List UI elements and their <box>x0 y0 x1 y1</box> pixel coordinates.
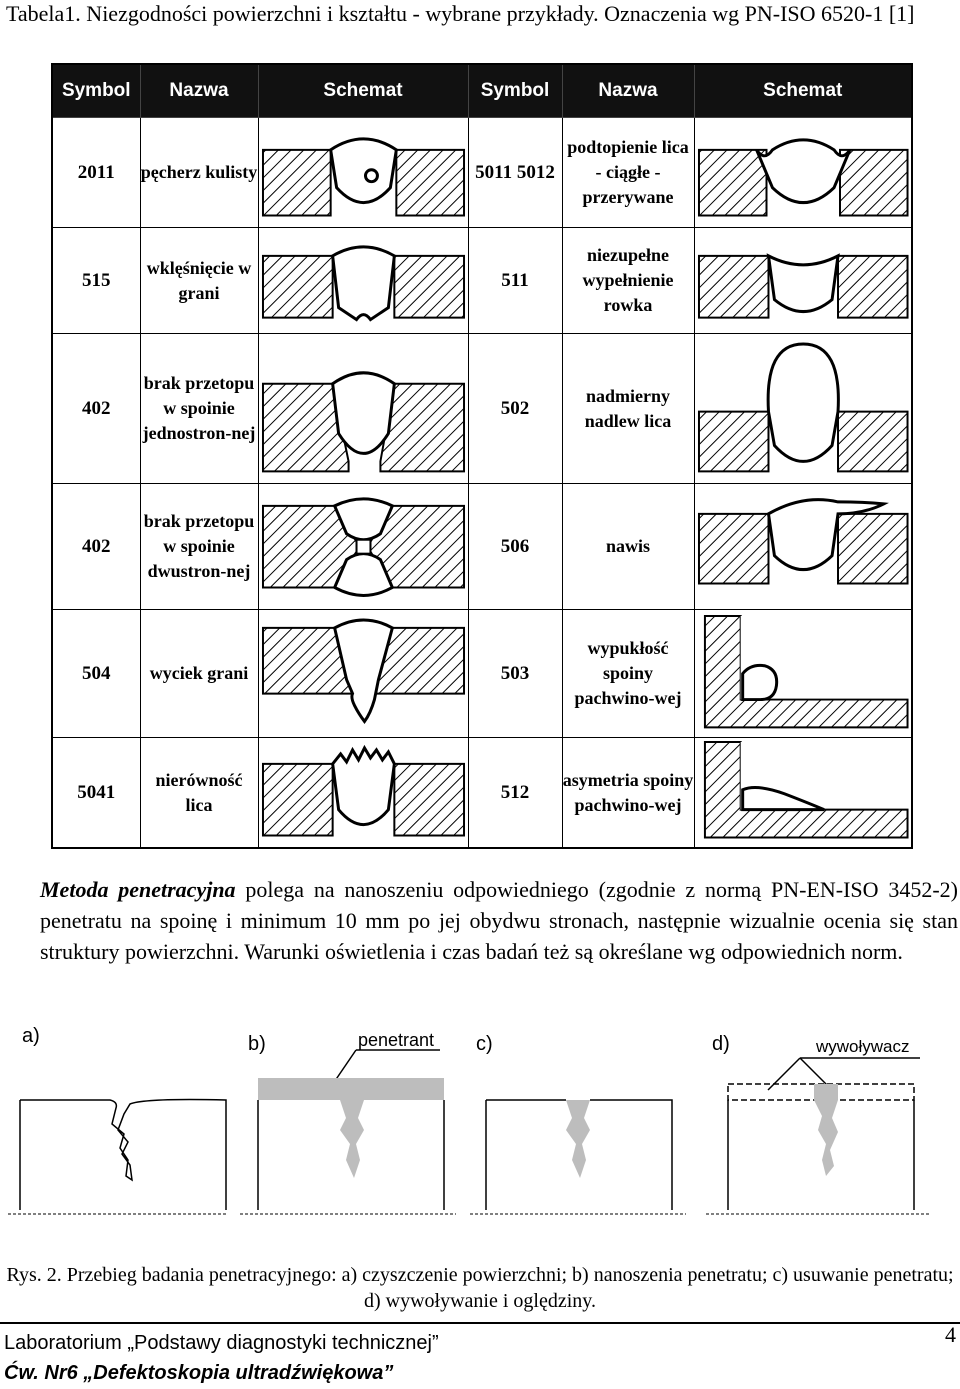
name-cell: nierówność lica <box>140 738 258 849</box>
fig-label-a: a) <box>22 1025 40 1047</box>
footer-rule <box>0 1322 960 1324</box>
header-symbol-2: Symbol <box>468 64 562 118</box>
symbol-cell: 515 <box>52 228 140 334</box>
fig-label-b: b) <box>248 1033 266 1055</box>
header-schema-1: Schemat <box>258 64 468 118</box>
name-cell: podtopienie lica - ciągłe - przerywane <box>562 118 694 228</box>
name-cell: nawis <box>562 484 694 609</box>
table-header-row <box>52 64 912 118</box>
name-cell: pęcherz kulisty <box>140 118 258 228</box>
name-cell: brak przetopu w spoinie dwustron-nej <box>140 484 258 609</box>
table-row <box>52 609 912 737</box>
table-row <box>52 738 912 849</box>
header-symbol-1: Symbol <box>52 64 140 118</box>
schema-overlap <box>694 484 912 609</box>
symbol-cell: 512 <box>468 738 562 849</box>
footer-lab-name: Laboratorium „Podstawy diagnostyki technicznej” <box>4 1332 439 1354</box>
schema-lack-penetration-single <box>258 333 468 483</box>
name-cell: nadmierny nadlew lica <box>562 333 694 483</box>
name-cell: wyciek grani <box>140 609 258 737</box>
name-cell: wypukłość spoiny pachwino-wej <box>562 609 694 737</box>
symbol-cell: 506 <box>468 484 562 609</box>
symbol-cell: 5041 <box>52 738 140 849</box>
header-name-1: Nazwa <box>140 64 258 118</box>
symbol-cell: 502 <box>468 333 562 483</box>
table-row <box>52 228 912 334</box>
symbol-cell: 5011 5012 <box>468 118 562 228</box>
schema-root-concavity <box>258 228 468 334</box>
fig-label-c: c) <box>476 1033 493 1055</box>
table-row <box>52 333 912 483</box>
symbol-cell: 511 <box>468 228 562 334</box>
fig-label-d: d) <box>712 1033 730 1055</box>
panel-a-cleaning <box>8 1100 226 1215</box>
developer-label: wywoływacz <box>816 1037 910 1056</box>
symbol-cell: 402 <box>52 333 140 483</box>
panel-c-removal <box>470 1100 686 1214</box>
name-cell: niezupełne wypełnienie rowka <box>562 228 694 334</box>
figure-caption: Rys. 2. Przebieg badania penetracyjnego: a) czyszczenie powierzchni; b) nanoszenia penetratu; c) usuwanie penetratu; d) wywoływanie i oględziny. <box>6 1264 954 1312</box>
footer-exercise-name: Ćw. Nr6 „Defektoskopia ultradźwiękowa” <box>4 1362 394 1384</box>
schema-fillet-convexity <box>694 609 912 737</box>
paragraph-text: polega na nanoszeniu odpowiedniego (zgodnie z normą PN-EN-ISO 3452-2) penetratu na spoinę i minimum 10 mm po jej obydwu stronach, następnie wizualnie ocenia się stan struktury powierzchni. Warunki oświetlenia i czas badań też są określane wg odpowiednich norm. <box>40 877 958 964</box>
symbol-cell: 503 <box>468 609 562 737</box>
penetrant-method-paragraph <box>40 874 958 967</box>
name-cell: asymetria spoiny pachwino-wej <box>562 738 694 849</box>
table-row <box>52 118 912 228</box>
table-row <box>52 484 912 609</box>
schema-incomplete-fill <box>694 228 912 334</box>
page-number: 4 <box>945 1322 956 1347</box>
defects-table <box>51 63 913 849</box>
penetrant-test-figure <box>0 1020 960 1250</box>
name-cell: wklęśnięcie w grani <box>140 228 258 334</box>
schema-undercut <box>694 118 912 228</box>
header-schema-2: Schemat <box>694 64 912 118</box>
schema-fillet-asymmetry <box>694 738 912 849</box>
panel-b-penetrant <box>240 1078 456 1214</box>
header-name-2: Nazwa <box>562 64 694 118</box>
schema-excess-penetration <box>258 609 468 737</box>
schema-excess-reinforcement <box>694 333 912 483</box>
panel-d-developing <box>706 1084 930 1214</box>
paragraph-lead: Metoda penetracyjna <box>40 877 236 902</box>
symbol-cell: 504 <box>52 609 140 737</box>
schema-spherical-pore <box>258 118 468 228</box>
name-cell: brak przetopu w spoinie jednostron-nej <box>140 333 258 483</box>
penetrant-label: penetrant <box>358 1030 435 1050</box>
symbol-cell: 2011 <box>52 118 140 228</box>
schema-irregular-surface <box>258 738 468 849</box>
table-caption: Tabela1. Niezgodności powierzchni i kształtu - wybrane przykłady. Oznaczenia wg PN-ISO 6520-1 [1] <box>6 1 915 26</box>
schema-lack-penetration-double <box>258 484 468 609</box>
symbol-cell: 402 <box>52 484 140 609</box>
